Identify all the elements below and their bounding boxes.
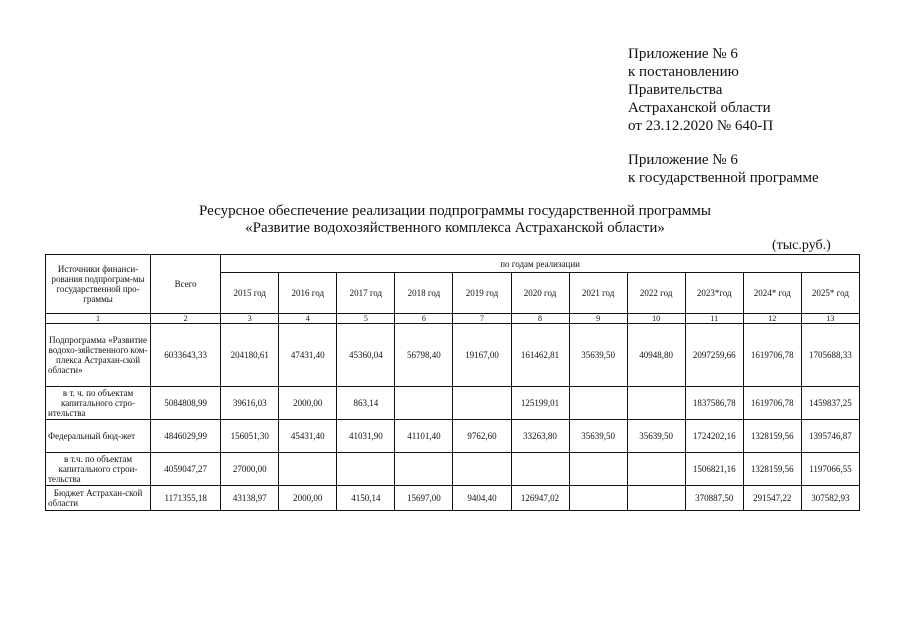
row-source: в т. ч. по объектам капитального стро-ительства (46, 387, 151, 420)
row-value: 1619706,78 (743, 387, 801, 420)
header-year: 2024* год (743, 273, 801, 314)
row-value (569, 387, 627, 420)
row-value: 1619706,78 (743, 324, 801, 387)
row-value (569, 486, 627, 511)
row-value: 9762,60 (453, 420, 511, 453)
row-value: 35639,50 (569, 324, 627, 387)
row-value: 863,14 (337, 387, 395, 420)
appendix-line: Приложение № 6 (628, 152, 738, 168)
appendix-line: от 23.12.2020 № 640-П (628, 118, 774, 134)
row-total: 6033643,33 (151, 324, 221, 387)
row-value: 45431,40 (279, 420, 337, 453)
row-value: 43138,97 (221, 486, 279, 511)
header-total: Всего (151, 255, 221, 314)
financing-table (45, 254, 860, 511)
document-title-line-1: Ресурсное обеспечение реализации подпрограммы государственной программы (199, 203, 711, 219)
table-row (46, 486, 860, 511)
appendix-line: к постановлению (628, 64, 739, 80)
row-value: 1328159,56 (743, 453, 801, 486)
column-number-row (46, 314, 860, 324)
column-number: 11 (685, 314, 743, 324)
row-value (569, 453, 627, 486)
column-number: 7 (453, 314, 511, 324)
header-source: Источники финанси-рования подпрограм-мы государственной про-граммы (46, 255, 151, 314)
column-number: 1 (46, 314, 151, 324)
header-year: 2018 год (395, 273, 453, 314)
table-row (46, 387, 860, 420)
row-total: 4846029,99 (151, 420, 221, 453)
row-value: 9404,40 (453, 486, 511, 511)
row-value: 2000,00 (279, 387, 337, 420)
row-value (453, 387, 511, 420)
column-number: 9 (569, 314, 627, 324)
row-value: 41031,90 (337, 420, 395, 453)
row-value (395, 453, 453, 486)
row-source: Подпрограмма «Развитие водохо-зяйственного ком-плекса Астрахан-ской области» (46, 324, 151, 387)
row-value: 2000,00 (279, 486, 337, 511)
row-value: 35639,50 (569, 420, 627, 453)
header-years-group: по годам реализации (221, 255, 860, 273)
row-value: 1395746,87 (801, 420, 859, 453)
header-year: 2022 год (627, 273, 685, 314)
row-value: 1705688,33 (801, 324, 859, 387)
row-value: 39616,03 (221, 387, 279, 420)
table-row (46, 453, 860, 486)
column-number: 4 (279, 314, 337, 324)
row-source: в т.ч. по объектам капитального строи-тельства (46, 453, 151, 486)
row-value: 125199,01 (511, 387, 569, 420)
column-number: 13 (801, 314, 859, 324)
column-number: 5 (337, 314, 395, 324)
row-value: 33263,80 (511, 420, 569, 453)
header-year: 2021 год (569, 273, 627, 314)
appendix-reference-resolution (628, 45, 773, 135)
row-value: 1724202,16 (685, 420, 743, 453)
row-value: 15697,00 (395, 486, 453, 511)
row-value: 40948,80 (627, 324, 685, 387)
column-number: 6 (395, 314, 453, 324)
appendix-line: Правительства (628, 82, 723, 98)
row-value: 1328159,56 (743, 420, 801, 453)
row-value: 204180,61 (221, 324, 279, 387)
row-value (453, 453, 511, 486)
row-value: 1197066,55 (801, 453, 859, 486)
row-total: 1171355,18 (151, 486, 221, 511)
row-value: 291547,22 (743, 486, 801, 511)
table-body (46, 324, 860, 511)
header-year: 2015 год (221, 273, 279, 314)
row-value: 19167,00 (453, 324, 511, 387)
column-number: 10 (627, 314, 685, 324)
appendix-line: Приложение № 6 (628, 46, 738, 62)
row-value: 47431,40 (279, 324, 337, 387)
header-year: 2019 год (453, 273, 511, 314)
row-value: 1837586,78 (685, 387, 743, 420)
appendix-reference-program (628, 151, 819, 187)
row-value: 45360,04 (337, 324, 395, 387)
row-value (279, 453, 337, 486)
row-source: Бюджет Астрахан-ской области (46, 486, 151, 511)
row-value (627, 453, 685, 486)
column-number: 12 (743, 314, 801, 324)
row-value: 370887,50 (685, 486, 743, 511)
column-number: 8 (511, 314, 569, 324)
header-year: 2016 год (279, 273, 337, 314)
row-source: Федеральный бюд-жет (46, 420, 151, 453)
row-value: 1506821,16 (685, 453, 743, 486)
row-value: 56798,40 (395, 324, 453, 387)
header-year: 2023*год (685, 273, 743, 314)
header-year: 2020 год (511, 273, 569, 314)
document-title-line-2: «Развитие водохозяйственного комплекса Астраханской области» (245, 220, 665, 236)
units-label: (тыс.руб.) (772, 238, 831, 253)
row-value: 27000,00 (221, 453, 279, 486)
document-title (150, 203, 760, 237)
row-total: 4059047,27 (151, 453, 221, 486)
row-total: 5084808,99 (151, 387, 221, 420)
header-year: 2017 год (337, 273, 395, 314)
appendix-line: к государственной программе (628, 170, 819, 186)
table-row (46, 324, 860, 387)
row-value (395, 387, 453, 420)
header-year: 2025* год (801, 273, 859, 314)
row-value (627, 387, 685, 420)
row-value: 35639,50 (627, 420, 685, 453)
row-value (511, 453, 569, 486)
row-value (337, 453, 395, 486)
table-row (46, 420, 860, 453)
column-number: 2 (151, 314, 221, 324)
column-number: 3 (221, 314, 279, 324)
row-value: 2097259,66 (685, 324, 743, 387)
row-value: 1459837,25 (801, 387, 859, 420)
row-value: 156051,30 (221, 420, 279, 453)
row-value (627, 486, 685, 511)
row-value: 4150,14 (337, 486, 395, 511)
row-value: 161462,81 (511, 324, 569, 387)
appendix-line: Астраханской области (628, 100, 771, 116)
row-value: 41101,40 (395, 420, 453, 453)
row-value: 307582,93 (801, 486, 859, 511)
row-value: 126947,02 (511, 486, 569, 511)
